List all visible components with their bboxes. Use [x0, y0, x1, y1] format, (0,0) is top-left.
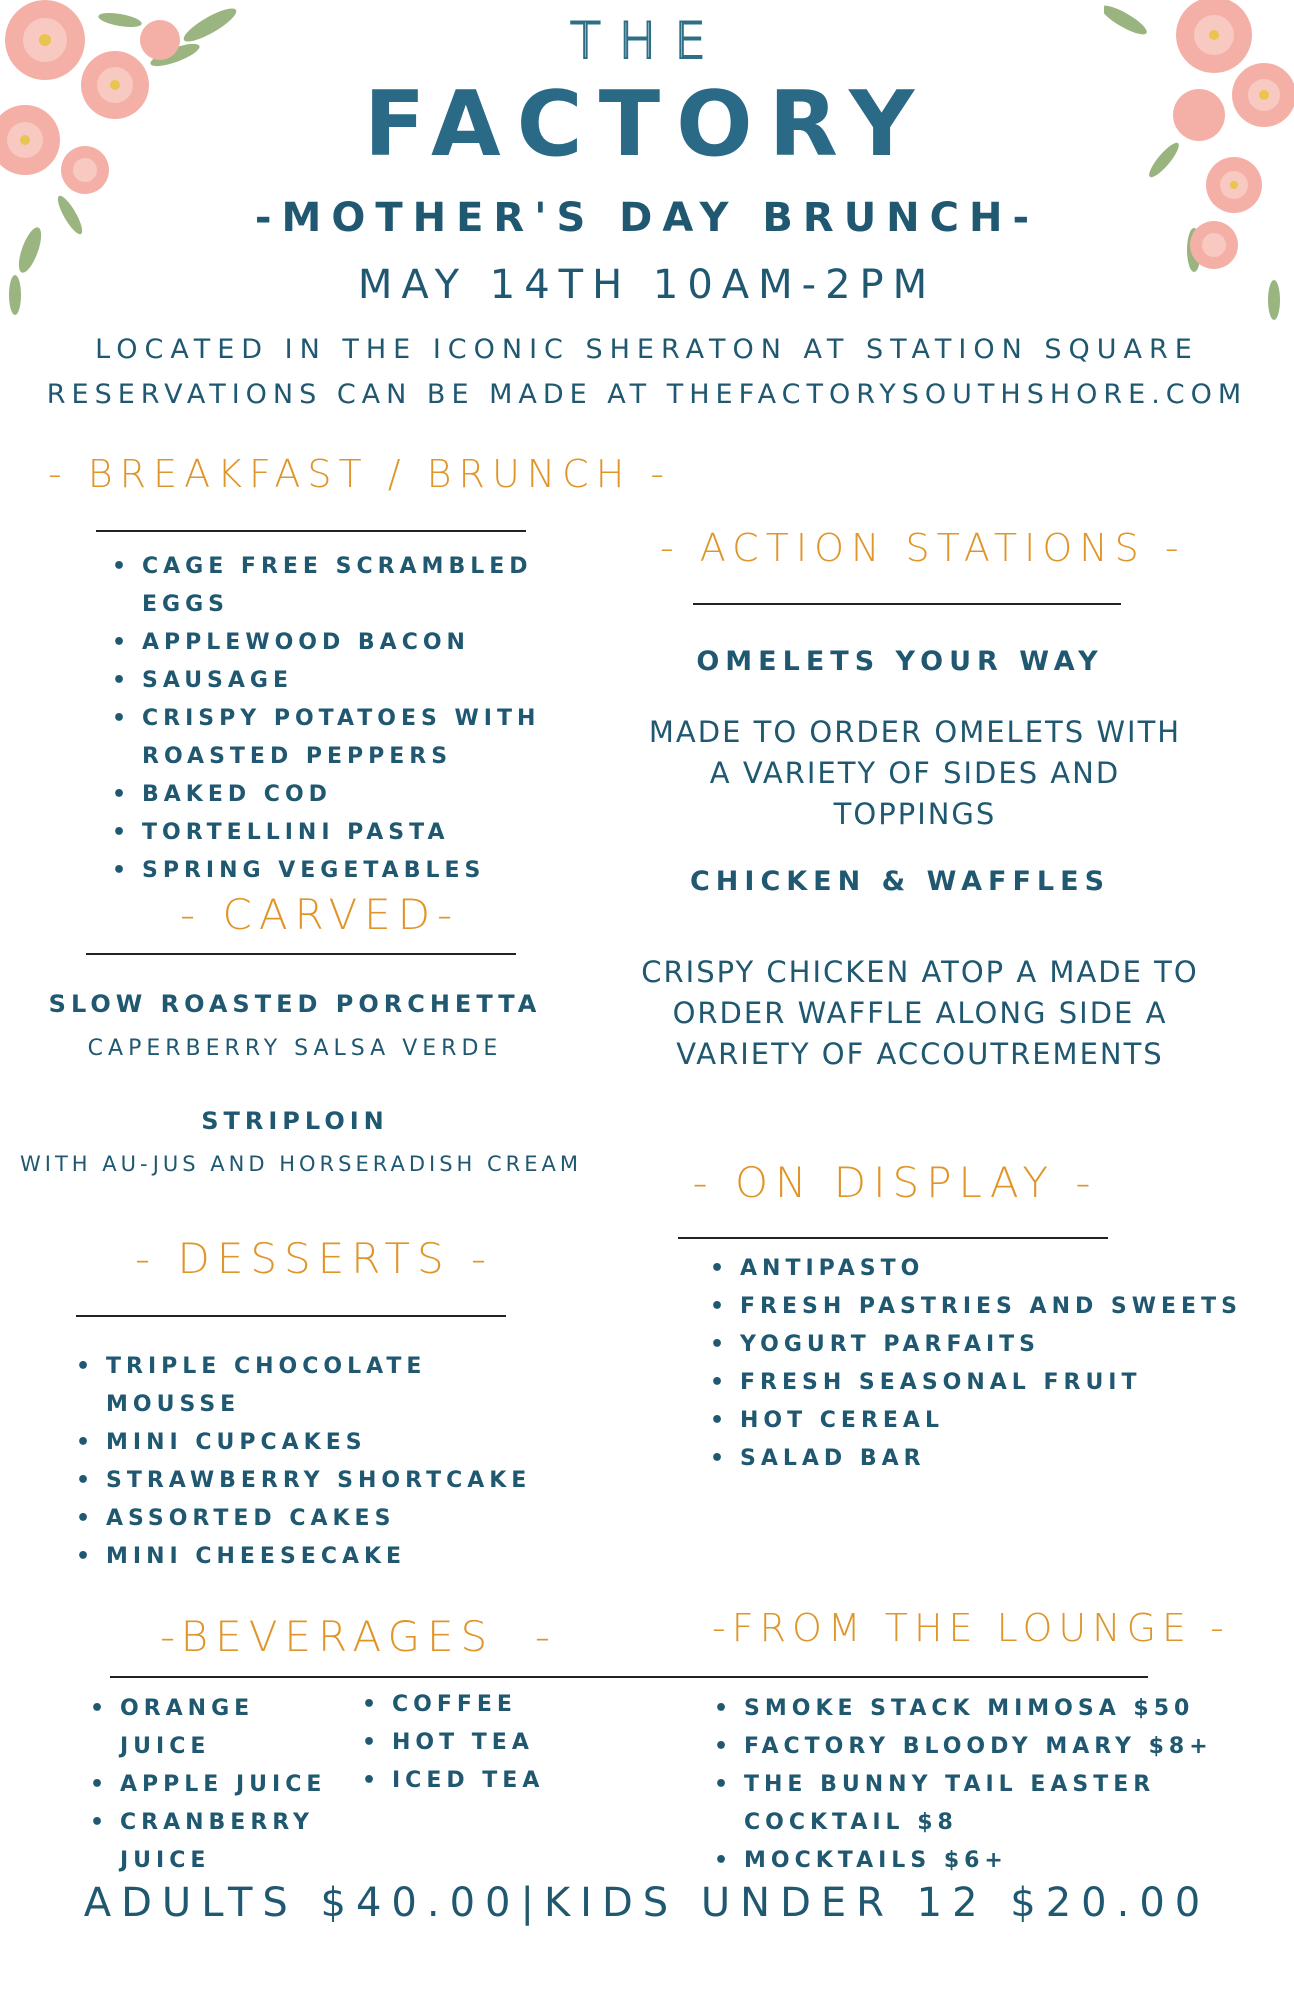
list-item: • APPLEWOOD BACON	[108, 624, 608, 662]
lounge-list	[710, 1690, 1280, 1880]
display-divider	[678, 1237, 1108, 1239]
list-item: • MOCKTAILS $6+	[710, 1842, 1280, 1880]
carved-item2-desc: WITH AU-JUS AND HORSERADISH CREAM	[20, 1152, 583, 1176]
list-item: • CRANBERRY JUICE	[86, 1804, 356, 1880]
list-item: • ANTIPASTO	[706, 1250, 1266, 1288]
display-heading: - ON DISPLAY -	[692, 1158, 1098, 1207]
list-item: • SPRING VEGETABLES	[108, 852, 608, 890]
list-item: • CAGE FREE SCRAMBLED EGGS	[108, 548, 608, 624]
list-item: • HOT TEA	[358, 1724, 558, 1762]
breakfast-heading: - BREAKFAST / BRUNCH -	[48, 452, 672, 496]
carved-heading: - CARVED-	[180, 890, 460, 939]
header-the: THE	[570, 12, 724, 70]
breakfast-list	[108, 548, 608, 890]
list-item: • BAKED COD	[108, 776, 608, 814]
desserts-heading: - DESSERTS -	[135, 1234, 494, 1283]
list-item: • MINI CUPCAKES	[72, 1424, 552, 1462]
action-divider	[693, 603, 1121, 605]
list-item: • ICED TEA	[358, 1762, 558, 1800]
beverages-heading: -BEVERAGES -	[160, 1612, 558, 1661]
carved-item2-title: STRIPLOIN	[201, 1107, 389, 1135]
list-item: • ORANGE JUICE	[86, 1690, 356, 1766]
header-location: LOCATED IN THE ICONIC SHERATON AT STATION SQUARE	[95, 334, 1199, 365]
desserts-list	[72, 1348, 552, 1576]
action-station2-desc: CRISPY CHICKEN ATOP A MADE TO ORDER WAFFLE ALONG SIDE A VARIETY OF ACCOUTREMENTS	[641, 955, 1199, 1071]
list-item: • MINI CHEESECAKE	[72, 1538, 552, 1576]
list-item: • YOGURT PARFAITS	[706, 1326, 1266, 1364]
display-list	[706, 1250, 1266, 1478]
lounge-heading: -FROM THE LOUNGE -	[712, 1606, 1230, 1650]
list-item: • FACTORY BLOODY MARY $8+	[710, 1728, 1280, 1766]
header-event: -MOTHER'S DAY BRUNCH-	[254, 195, 1040, 241]
header-date: MAY 14TH 10AM-2PM	[357, 262, 937, 308]
beverages-list-col2	[358, 1686, 558, 1800]
list-item: • SAUSAGE	[108, 662, 608, 700]
action-station1-desc: MADE TO ORDER OMELETS WITH A VARIETY OF SIDES AND TOPPINGS	[648, 715, 1182, 831]
list-item: • CRISPY POTATOES WITH ROASTED PEPPERS	[108, 700, 608, 776]
list-item: • ASSORTED CAKES	[72, 1500, 552, 1538]
desserts-divider	[76, 1315, 506, 1317]
list-item: • STRAWBERRY SHORTCAKE	[72, 1462, 552, 1500]
list-item: • HOT CEREAL	[706, 1402, 1266, 1440]
beverages-list-col1	[86, 1690, 356, 1880]
list-item: • FRESH SEASONAL FRUIT	[706, 1364, 1266, 1402]
header-reservations: RESERVATIONS CAN BE MADE AT THEFACTORYSOUTHSHORE.COM	[46, 379, 1248, 410]
carved-item1-desc: CAPERBERRY SALSA VERDE	[87, 1036, 503, 1061]
action-station1-title: OMELETS YOUR WAY	[696, 646, 1104, 677]
pricing-footer: ADULTS $40.00|KIDS UNDER 12 $20.00	[83, 1880, 1211, 1926]
list-item: • TORTELLINI PASTA	[108, 814, 608, 852]
header-factory: FACTORY	[363, 72, 931, 177]
action-heading: - ACTION STATIONS -	[660, 526, 1186, 570]
list-item: • COFFEE	[358, 1686, 558, 1724]
carved-item1-title: SLOW ROASTED PORCHETTA	[48, 990, 542, 1018]
action-station2-title: CHICKEN & WAFFLES	[689, 866, 1111, 897]
carved-divider	[86, 953, 516, 955]
list-item: • SMOKE STACK MIMOSA $50	[710, 1690, 1280, 1728]
list-item: • THE BUNNY TAIL EASTER COCKTAIL $8	[710, 1766, 1280, 1842]
bottom-divider	[110, 1676, 1148, 1678]
list-item: • SALAD BAR	[706, 1440, 1266, 1478]
list-item: • APPLE JUICE	[86, 1766, 356, 1804]
list-item: • FRESH PASTRIES AND SWEETS	[706, 1288, 1266, 1326]
breakfast-divider	[96, 530, 526, 532]
list-item: • TRIPLE CHOCOLATE MOUSSE	[72, 1348, 552, 1424]
